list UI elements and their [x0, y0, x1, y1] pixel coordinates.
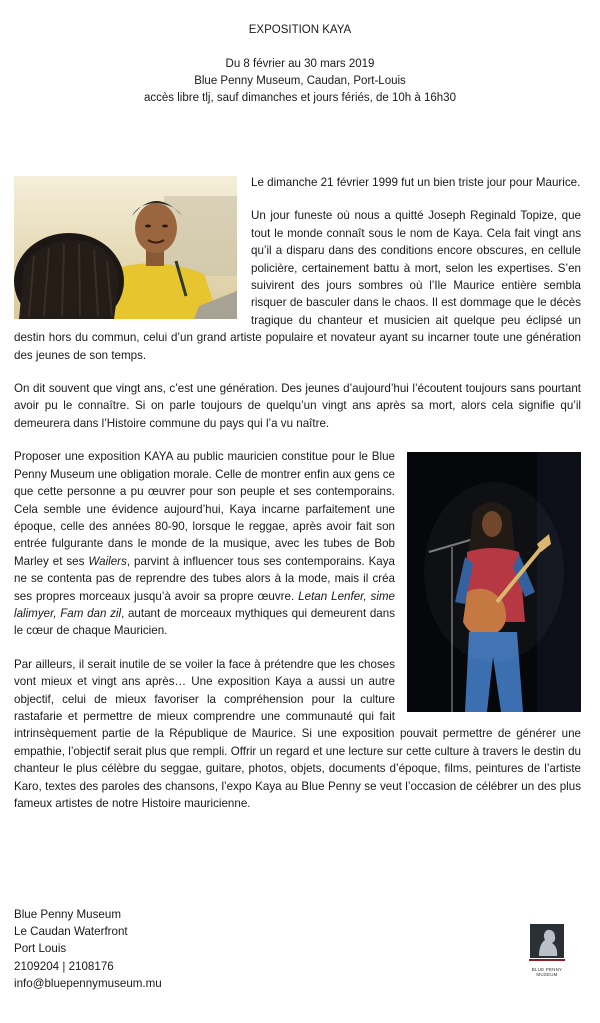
logo-caption-line2: MUSEUM — [536, 972, 558, 977]
exhibition-title: EXPOSITION KAYA — [248, 24, 352, 36]
paragraph-4-text-c: , autant de morceaux mythiques qui demeurent dans le cœur de chaque Mauricien. — [14, 606, 395, 638]
paragraph-5: Par ailleurs, il serait inutile de se voiler la face à prétendre que les choses vont mieux et vingt ans après… Une exposition Kaya a aussi un autre objectif, celui de mieux favoriser la compréhension pour la culture rastafarie et permettre de mieux comprendre une communauté qui fait intrinsèquement partie de la République de Maurice. Si une exposition pouvait permettre de générer une empathie, l’objectif serait plus que rempli. Offrir un regard et une lecture sur cette culture à travers le destin du chanteur le plus célèbre du seggae, guitare, photos, objets, documents d’époque, films, peintures de l’artiste Karo, textes des paroles des chansons, l’expo Kaya au Blue Penny se veut l’occasion de célébrer un des plus fameux artistes de notre Histoire mauricienne. — [14, 657, 581, 810]
museum-name: Blue Penny Museum — [14, 908, 121, 921]
kaya-concert-image — [407, 452, 581, 712]
wailers-italic: Wailers — [88, 554, 127, 568]
exhibition-venue: Blue Penny Museum, Caudan, Port-Louis — [194, 75, 406, 87]
song-titles-italic: Letan Lenfer, sime lalimyer, Fam dan zil — [14, 589, 396, 620]
paragraph-4 — [14, 448, 581, 639]
phone-numbers: 2109204 | 2108176 — [14, 959, 114, 973]
paragraph-1: Le dimanche 21 février 1999 fut un bien triste jour pour Maurice. — [251, 176, 581, 189]
kaya-portrait-photo — [14, 176, 237, 319]
paragraph-3: On dit souvent que vingt ans, c’est une génération. Des jeunes d’aujourd’hui l’écoutent toujours sans pourtant avoir pu le connaître. Si on parle toujours de quelqu’un vingt ans après sa mort, alors cela signifie qu’il demeurera dans l’Histoire commune du pays qui l’a vu naître. — [14, 382, 581, 430]
paragraph-2: Un jour funeste où nous a quitté Joseph Reginald Topize, que tout le monde connaît sous le nom de Kaya. Cela fait vingt ans qu’il a disparu dans des conditions encore obscures, en cellule policière, certainement battu à mort, selon les expertises. S’en suivirent des jours sombres où l’Ile Maurice entière sembla risquer de basculer dans le chaos. Il est dommage que le décès tragique du chanteur et musicien ait quelque peu éclipsé un destin hors du commun, celui d’un grand artiste populaire et novateur ayant su incarner toute une génération des jeunes de son temps. — [14, 209, 581, 362]
city-line: Port Louis — [14, 942, 67, 956]
kaya-concert-photo — [407, 452, 581, 712]
exhibition-header — [0, 22, 600, 107]
contact-footer — [14, 906, 162, 992]
paragraph-4-text-a: Proposer une exposition KAYA au public mauricien constitue pour le Blue Penny Museum une obligation morale. Celle de montrer enfin aux gens ce que cette personne a pu œuvrer pour son peuple et ses contemporains. Cela semble une évidence aujourd’hui, Kaya incarne parfaitement une époque, celle des années 80-90, lorsque le reggae, après avoir fait son entrée fulgurante dans le monde de la musique, avec les tubes de Bob Marley et ses — [14, 450, 395, 568]
exhibition-dates: Du 8 février au 30 mars 2019 — [225, 58, 375, 70]
kaya-portrait-image — [14, 176, 237, 319]
address-line: Le Caudan Waterfront — [14, 925, 128, 939]
paragraph-4-text-b: , parvint à influencer tous ses contemporains. Kaya ne se contenta pas de reprendre des tubes alors à la mode, mais il créa ses propres morceaux jusqu’à avoir sa propre œuvre. — [14, 554, 395, 603]
blue-penny-logo — [522, 922, 572, 982]
article-body — [14, 174, 581, 828]
logo-caption-line1: BLUE PENNY — [531, 967, 563, 972]
opening-hours: accès libre tlj, sauf dimanches et jours fériés, de 10h à 16h30 — [144, 92, 456, 104]
museum-logo-icon — [527, 922, 567, 962]
email-address: info@bluepennymuseum.mu — [14, 976, 162, 990]
